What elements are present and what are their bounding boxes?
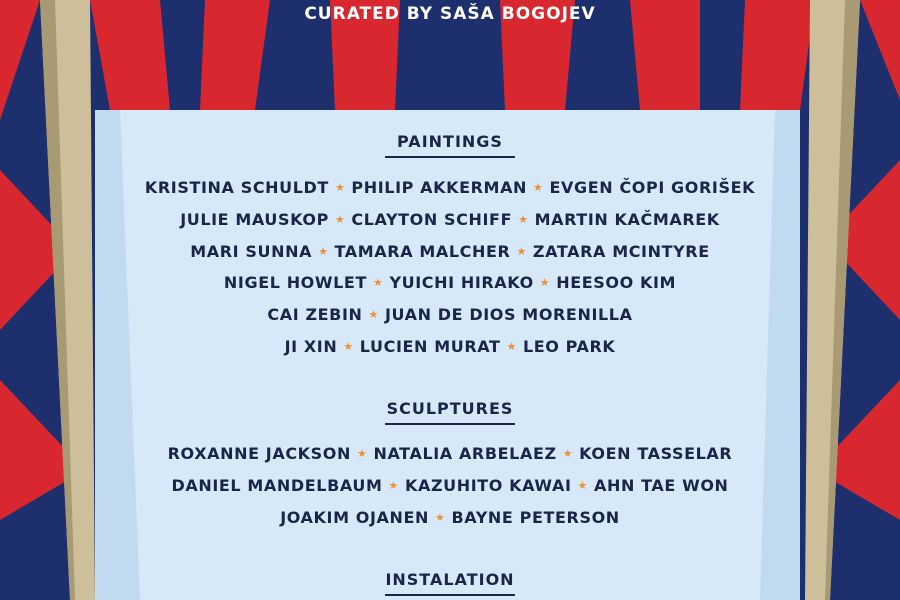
artist-line bbox=[0, 305, 900, 324]
star-separator-icon: ★ bbox=[343, 340, 354, 353]
artist-name: KOEN TASSELAR bbox=[579, 444, 733, 463]
star-separator-icon: ★ bbox=[318, 244, 329, 258]
artist-line bbox=[0, 178, 900, 197]
star-separator-icon: ★ bbox=[562, 447, 574, 460]
artist-name: ZATARA MCINTYRE bbox=[532, 241, 710, 261]
artist-name: NIGEL HOWLET bbox=[223, 273, 367, 293]
artist-name: BAYNE PETERSON bbox=[451, 507, 620, 527]
artist-name: ROXANNE JACKSON bbox=[167, 444, 351, 463]
star-separator-icon: ★ bbox=[334, 181, 346, 194]
star-separator-icon: ★ bbox=[435, 510, 446, 524]
artist-line bbox=[0, 444, 900, 463]
heading-underline bbox=[385, 156, 515, 158]
artist-name: LUCIEN MURAT bbox=[359, 337, 501, 356]
curator-credit: CURATED BY SAŠA BOGOJEV bbox=[304, 4, 596, 24]
artist-name: EVGEN ČOPI GORIŠEK bbox=[549, 178, 756, 197]
artist-line bbox=[0, 337, 900, 356]
star-separator-icon: ★ bbox=[518, 212, 529, 226]
artist-name: JOAKIM OJANEN bbox=[280, 507, 430, 527]
artist-line bbox=[0, 508, 900, 527]
star-separator-icon: ★ bbox=[356, 447, 368, 460]
artist-name: KAZUHITO KAWAI bbox=[404, 475, 572, 495]
artist-name: MARTIN KAČMAREK bbox=[534, 209, 720, 229]
artist-line bbox=[0, 210, 900, 229]
heading-underline bbox=[385, 423, 515, 425]
star-separator-icon: ★ bbox=[516, 244, 527, 258]
artist-name: TAMARA MALCHER bbox=[334, 241, 511, 261]
section-heading: INSTALATION bbox=[385, 570, 515, 589]
star-separator-icon: ★ bbox=[368, 308, 379, 322]
star-separator-icon: ★ bbox=[533, 181, 544, 194]
artist-name: AHN TAE WON bbox=[593, 475, 729, 495]
star-separator-icon: ★ bbox=[334, 212, 346, 226]
artist-name: DANIEL MANDELBAUM bbox=[171, 475, 383, 495]
artist-name: JUAN DE DIOS MORENILLA bbox=[384, 305, 633, 325]
heading-underline bbox=[385, 594, 515, 596]
artist-name: CLAYTON SCHIFF bbox=[351, 209, 513, 229]
star-separator-icon: ★ bbox=[388, 478, 399, 492]
artist-name: JI XIN bbox=[284, 337, 338, 356]
star-separator-icon: ★ bbox=[539, 276, 551, 290]
artist-name: KRISTINA SCHULDT bbox=[144, 178, 329, 197]
artist-line bbox=[0, 476, 900, 495]
section-heading: SCULPTURES bbox=[386, 399, 514, 418]
section-heading: PAINTINGS bbox=[397, 132, 503, 151]
star-separator-icon: ★ bbox=[577, 478, 588, 492]
artist-line bbox=[0, 242, 900, 261]
artist-name: NATALIA ARBELAEZ bbox=[373, 444, 557, 463]
star-separator-icon: ★ bbox=[372, 276, 384, 290]
artist-name: JULIE MAUSKOP bbox=[180, 209, 329, 229]
star-separator-icon: ★ bbox=[506, 340, 517, 353]
artist-name: CAI ZEBIN bbox=[267, 305, 363, 325]
artist-line bbox=[0, 273, 900, 292]
artist-name: LEO PARK bbox=[522, 337, 616, 356]
artist-name: HEESOO KIM bbox=[556, 273, 677, 293]
artist-name: PHILIP AKKERMAN bbox=[351, 178, 528, 197]
artist-name: YUICHI HIRAKO bbox=[389, 273, 534, 293]
artist-name: MARI SUNNA bbox=[190, 241, 313, 261]
